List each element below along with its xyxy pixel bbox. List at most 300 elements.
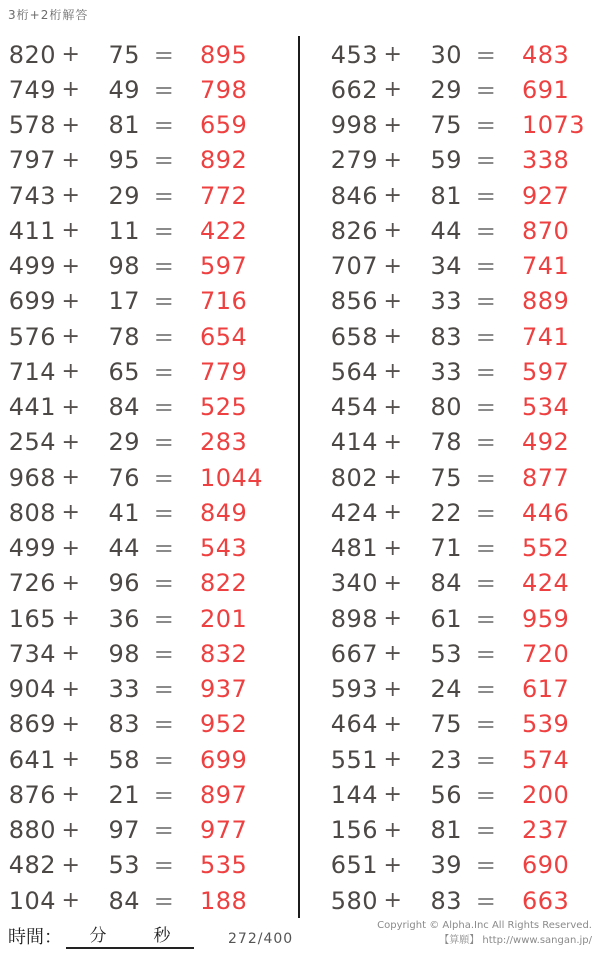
problem-row (330, 37, 592, 72)
plus-icon: + (383, 77, 403, 103)
operand-b: 75 (430, 463, 462, 492)
answer: 897 (200, 780, 248, 809)
operand-b: 71 (430, 534, 462, 563)
operand-b: 81 (430, 816, 462, 845)
answer: 699 (200, 745, 248, 774)
operand-a: 499 (8, 252, 56, 281)
plus-icon: + (61, 817, 81, 843)
answer: 617 (522, 675, 570, 704)
plus-icon: + (383, 394, 403, 420)
answer: 201 (200, 604, 248, 633)
operand-b: 61 (430, 604, 462, 633)
problem-row (8, 213, 286, 248)
operand-b: 29 (108, 181, 140, 210)
problem-row (8, 460, 286, 495)
copyright-line1: Copyright © Alpha.Inc All Rights Reserved. (377, 920, 592, 931)
plus-icon: + (383, 253, 403, 279)
operand-b: 30 (430, 40, 462, 69)
problem-row (330, 848, 592, 883)
problem-row (330, 672, 592, 707)
equals-sign: = (153, 639, 175, 668)
equals-sign: = (153, 40, 175, 69)
operand-a: 808 (8, 498, 56, 527)
problem-row (330, 425, 592, 460)
answer: 200 (522, 780, 570, 809)
answer: 654 (200, 322, 248, 351)
operand-b: 33 (108, 675, 140, 704)
equals-sign: = (475, 569, 497, 598)
problem-row (8, 742, 286, 777)
plus-icon: + (383, 606, 403, 632)
operand-a: 144 (330, 780, 378, 809)
operand-b: 49 (108, 75, 140, 104)
problem-row (330, 707, 592, 742)
operand-a: 453 (330, 40, 378, 69)
plus-icon: + (383, 359, 403, 385)
operand-a: 856 (330, 287, 378, 316)
equals-sign: = (153, 75, 175, 104)
answer: 446 (522, 498, 570, 527)
operand-a: 904 (8, 675, 56, 704)
operand-a: 651 (330, 851, 378, 880)
equals-sign: = (153, 675, 175, 704)
operand-b: 81 (108, 111, 140, 140)
operand-a: 499 (8, 534, 56, 563)
operand-b: 78 (430, 428, 462, 457)
equals-sign: = (475, 780, 497, 809)
plus-icon: + (61, 570, 81, 596)
operand-b: 75 (108, 40, 140, 69)
operand-a: 481 (330, 534, 378, 563)
operand-a: 714 (8, 357, 56, 386)
plus-icon: + (383, 42, 403, 68)
answer: 952 (200, 710, 248, 739)
problem-row (330, 108, 592, 143)
problem-row (8, 777, 286, 812)
operand-b: 65 (108, 357, 140, 386)
problem-row (330, 319, 592, 354)
plus-icon: + (61, 359, 81, 385)
plus-icon: + (383, 852, 403, 878)
answer: 539 (522, 710, 570, 739)
page-indicator: 272/400 (228, 931, 294, 947)
operand-b: 83 (430, 322, 462, 351)
seconds-label: 秒 (153, 926, 171, 946)
problem-row (330, 143, 592, 178)
problem-row (8, 813, 286, 848)
answer: 574 (522, 745, 570, 774)
plus-icon: + (383, 676, 403, 702)
plus-icon: + (61, 394, 81, 420)
equals-sign: = (475, 675, 497, 704)
operand-b: 56 (430, 780, 462, 809)
operand-b: 84 (108, 393, 140, 422)
equals-sign: = (475, 146, 497, 175)
plus-icon: + (61, 888, 81, 914)
operand-a: 564 (330, 357, 378, 386)
problem-row (330, 284, 592, 319)
problem-row (330, 390, 592, 425)
plus-icon: + (61, 147, 81, 173)
operand-b: 83 (430, 886, 462, 915)
answer: 959 (522, 604, 570, 633)
operand-b: 59 (430, 146, 462, 175)
answer: 188 (200, 886, 248, 915)
equals-sign: = (153, 534, 175, 563)
operand-a: 411 (8, 216, 56, 245)
plus-icon: + (61, 42, 81, 68)
problem-row (8, 319, 286, 354)
operand-a: 658 (330, 322, 378, 351)
plus-icon: + (61, 606, 81, 632)
operand-a: 576 (8, 322, 56, 351)
answer: 927 (522, 181, 570, 210)
equals-sign: = (153, 111, 175, 140)
equals-sign: = (153, 816, 175, 845)
operand-b: 11 (108, 216, 140, 245)
answer: 741 (522, 252, 570, 281)
operand-b: 84 (430, 569, 462, 598)
problem-row (8, 601, 286, 636)
equals-sign: = (475, 181, 497, 210)
operand-a: 441 (8, 393, 56, 422)
plus-icon: + (61, 676, 81, 702)
equals-sign: = (475, 40, 497, 69)
problem-row (8, 143, 286, 178)
operand-b: 29 (430, 75, 462, 104)
problem-row (8, 108, 286, 143)
problem-row (330, 813, 592, 848)
answer: 535 (200, 851, 248, 880)
plus-icon: + (383, 429, 403, 455)
answer: 892 (200, 146, 248, 175)
problem-row (8, 72, 286, 107)
answer: 977 (200, 816, 248, 845)
plus-icon: + (61, 782, 81, 808)
equals-sign: = (153, 181, 175, 210)
operand-b: 33 (430, 287, 462, 316)
operand-a: 734 (8, 639, 56, 668)
equals-sign: = (153, 851, 175, 880)
answer: 283 (200, 428, 248, 457)
equals-sign: = (475, 252, 497, 281)
answer: 663 (522, 886, 570, 915)
operand-b: 39 (430, 851, 462, 880)
equals-sign: = (475, 639, 497, 668)
problem-row (8, 249, 286, 284)
equals-sign: = (475, 216, 497, 245)
operand-b: 96 (108, 569, 140, 598)
operand-b: 22 (430, 498, 462, 527)
equals-sign: = (475, 498, 497, 527)
answer: 889 (522, 287, 570, 316)
minutes-label: 分 (89, 926, 107, 946)
equals-sign: = (475, 886, 497, 915)
operand-b: 98 (108, 252, 140, 281)
plus-icon: + (61, 183, 81, 209)
answer: 1044 (200, 463, 264, 492)
equals-sign: = (153, 322, 175, 351)
plus-icon: + (61, 747, 81, 773)
problems-column-right (330, 37, 592, 918)
operand-a: 551 (330, 745, 378, 774)
equals-sign: = (153, 287, 175, 316)
equals-sign: = (475, 287, 497, 316)
operand-b: 75 (430, 111, 462, 140)
operand-a: 340 (330, 569, 378, 598)
operand-a: 826 (330, 216, 378, 245)
plus-icon: + (383, 288, 403, 314)
equals-sign: = (153, 745, 175, 774)
answer: 1073 (522, 111, 586, 140)
plus-icon: + (61, 288, 81, 314)
operand-b: 80 (430, 393, 462, 422)
plus-icon: + (383, 817, 403, 843)
problem-row (8, 178, 286, 213)
operand-b: 24 (430, 675, 462, 704)
operand-a: 578 (8, 111, 56, 140)
problem-row (330, 777, 592, 812)
plus-icon: + (61, 218, 81, 244)
operand-a: 820 (8, 40, 56, 69)
problem-row (330, 566, 592, 601)
answer: 798 (200, 75, 248, 104)
operand-a: 464 (330, 710, 378, 739)
equals-sign: = (475, 604, 497, 633)
problem-row (8, 566, 286, 601)
copyright (377, 919, 592, 948)
plus-icon: + (383, 465, 403, 491)
equals-sign: = (153, 393, 175, 422)
equals-sign: = (153, 428, 175, 457)
operand-a: 869 (8, 710, 56, 739)
operand-a: 797 (8, 146, 56, 175)
problem-row (8, 636, 286, 671)
operand-b: 58 (108, 745, 140, 774)
operand-b: 81 (430, 181, 462, 210)
answer: 659 (200, 111, 248, 140)
operand-a: 876 (8, 780, 56, 809)
answer: 690 (522, 851, 570, 880)
problem-row (8, 848, 286, 883)
operand-a: 846 (330, 181, 378, 210)
operand-a: 707 (330, 252, 378, 281)
problem-row (8, 495, 286, 530)
operand-a: 641 (8, 745, 56, 774)
plus-icon: + (61, 535, 81, 561)
problem-row (330, 178, 592, 213)
problem-row (330, 249, 592, 284)
equals-sign: = (153, 146, 175, 175)
plus-icon: + (383, 147, 403, 173)
plus-icon: + (61, 641, 81, 667)
equals-sign: = (153, 357, 175, 386)
plus-icon: + (61, 253, 81, 279)
problem-row (330, 531, 592, 566)
plus-icon: + (383, 711, 403, 737)
plus-icon: + (383, 500, 403, 526)
problem-row (330, 72, 592, 107)
problem-row (330, 636, 592, 671)
answer: 870 (522, 216, 570, 245)
equals-sign: = (153, 569, 175, 598)
problems-column-left (8, 37, 286, 918)
time-blank-line (66, 921, 194, 949)
operand-a: 699 (8, 287, 56, 316)
operand-a: 880 (8, 816, 56, 845)
problem-row (8, 425, 286, 460)
answer: 720 (522, 639, 570, 668)
copyright-line2: 【算願】 http://www.sangan.jp/ (439, 934, 592, 946)
operand-a: 279 (330, 146, 378, 175)
operand-b: 75 (430, 710, 462, 739)
operand-b: 21 (108, 780, 140, 809)
answer: 424 (522, 569, 570, 598)
plus-icon: + (61, 465, 81, 491)
operand-a: 580 (330, 886, 378, 915)
operand-b: 97 (108, 816, 140, 845)
operand-b: 53 (430, 639, 462, 668)
problem-row (8, 883, 286, 918)
operand-a: 424 (330, 498, 378, 527)
problem-row (330, 213, 592, 248)
answer: 552 (522, 534, 570, 563)
time-entry (8, 921, 194, 949)
answer: 525 (200, 393, 248, 422)
plus-icon: + (61, 429, 81, 455)
operand-b: 17 (108, 287, 140, 316)
answer: 534 (522, 393, 570, 422)
equals-sign: = (153, 886, 175, 915)
plus-icon: + (383, 641, 403, 667)
plus-icon: + (61, 112, 81, 138)
equals-sign: = (153, 710, 175, 739)
problem-row (330, 460, 592, 495)
operand-a: 667 (330, 639, 378, 668)
equals-sign: = (475, 428, 497, 457)
answer: 877 (522, 463, 570, 492)
problem-row (330, 354, 592, 389)
problem-row (330, 495, 592, 530)
column-divider (298, 36, 300, 918)
operand-b: 33 (430, 357, 462, 386)
plus-icon: + (61, 852, 81, 878)
equals-sign: = (153, 498, 175, 527)
answer: 832 (200, 639, 248, 668)
operand-a: 968 (8, 463, 56, 492)
answer: 741 (522, 322, 570, 351)
plus-icon: + (383, 747, 403, 773)
plus-icon: + (383, 112, 403, 138)
operand-b: 29 (108, 428, 140, 457)
plus-icon: + (383, 535, 403, 561)
equals-sign: = (475, 745, 497, 774)
equals-sign: = (475, 710, 497, 739)
operand-a: 802 (330, 463, 378, 492)
operand-b: 84 (108, 886, 140, 915)
operand-a: 482 (8, 851, 56, 880)
problem-row (330, 742, 592, 777)
problem-row (8, 672, 286, 707)
answer: 716 (200, 287, 248, 316)
operand-a: 998 (330, 111, 378, 140)
operand-b: 53 (108, 851, 140, 880)
equals-sign: = (153, 252, 175, 281)
plus-icon: + (383, 324, 403, 350)
answer: 483 (522, 40, 570, 69)
operand-b: 83 (108, 710, 140, 739)
equals-sign: = (475, 111, 497, 140)
operand-b: 44 (430, 216, 462, 245)
answer: 937 (200, 675, 248, 704)
answer: 543 (200, 534, 248, 563)
plus-icon: + (61, 500, 81, 526)
operand-a: 165 (8, 604, 56, 633)
answer: 338 (522, 146, 570, 175)
equals-sign: = (475, 357, 497, 386)
operand-b: 41 (108, 498, 140, 527)
equals-sign: = (475, 534, 497, 563)
plus-icon: + (383, 888, 403, 914)
operand-a: 454 (330, 393, 378, 422)
answer: 779 (200, 357, 248, 386)
operand-a: 104 (8, 886, 56, 915)
plus-icon: + (61, 77, 81, 103)
equals-sign: = (153, 604, 175, 633)
problem-row (8, 37, 286, 72)
operand-a: 726 (8, 569, 56, 598)
problem-row (8, 284, 286, 319)
answer: 597 (200, 252, 248, 281)
plus-icon: + (383, 183, 403, 209)
problem-row (8, 354, 286, 389)
problem-row (330, 601, 592, 636)
problem-row (330, 883, 592, 918)
plus-icon: + (61, 711, 81, 737)
answer: 772 (200, 181, 248, 210)
answer: 237 (522, 816, 570, 845)
answer: 492 (522, 428, 570, 457)
answer: 691 (522, 75, 570, 104)
operand-b: 23 (430, 745, 462, 774)
page-title: 3桁+2桁解答 (8, 8, 89, 22)
plus-icon: + (383, 782, 403, 808)
answer: 597 (522, 357, 570, 386)
equals-sign: = (153, 780, 175, 809)
answer: 822 (200, 569, 248, 598)
equals-sign: = (475, 322, 497, 351)
operand-b: 44 (108, 534, 140, 563)
plus-icon: + (383, 218, 403, 244)
operand-a: 414 (330, 428, 378, 457)
equals-sign: = (475, 463, 497, 492)
problem-row (8, 707, 286, 742)
problem-row (8, 390, 286, 425)
equals-sign: = (475, 851, 497, 880)
operand-a: 254 (8, 428, 56, 457)
operand-b: 76 (108, 463, 140, 492)
operand-a: 898 (330, 604, 378, 633)
operand-b: 34 (430, 252, 462, 281)
operand-b: 36 (108, 604, 140, 633)
operand-b: 78 (108, 322, 140, 351)
operand-a: 593 (330, 675, 378, 704)
plus-icon: + (61, 324, 81, 350)
equals-sign: = (153, 463, 175, 492)
answer: 849 (200, 498, 248, 527)
equals-sign: = (153, 216, 175, 245)
time-label: 時間： (8, 927, 62, 948)
